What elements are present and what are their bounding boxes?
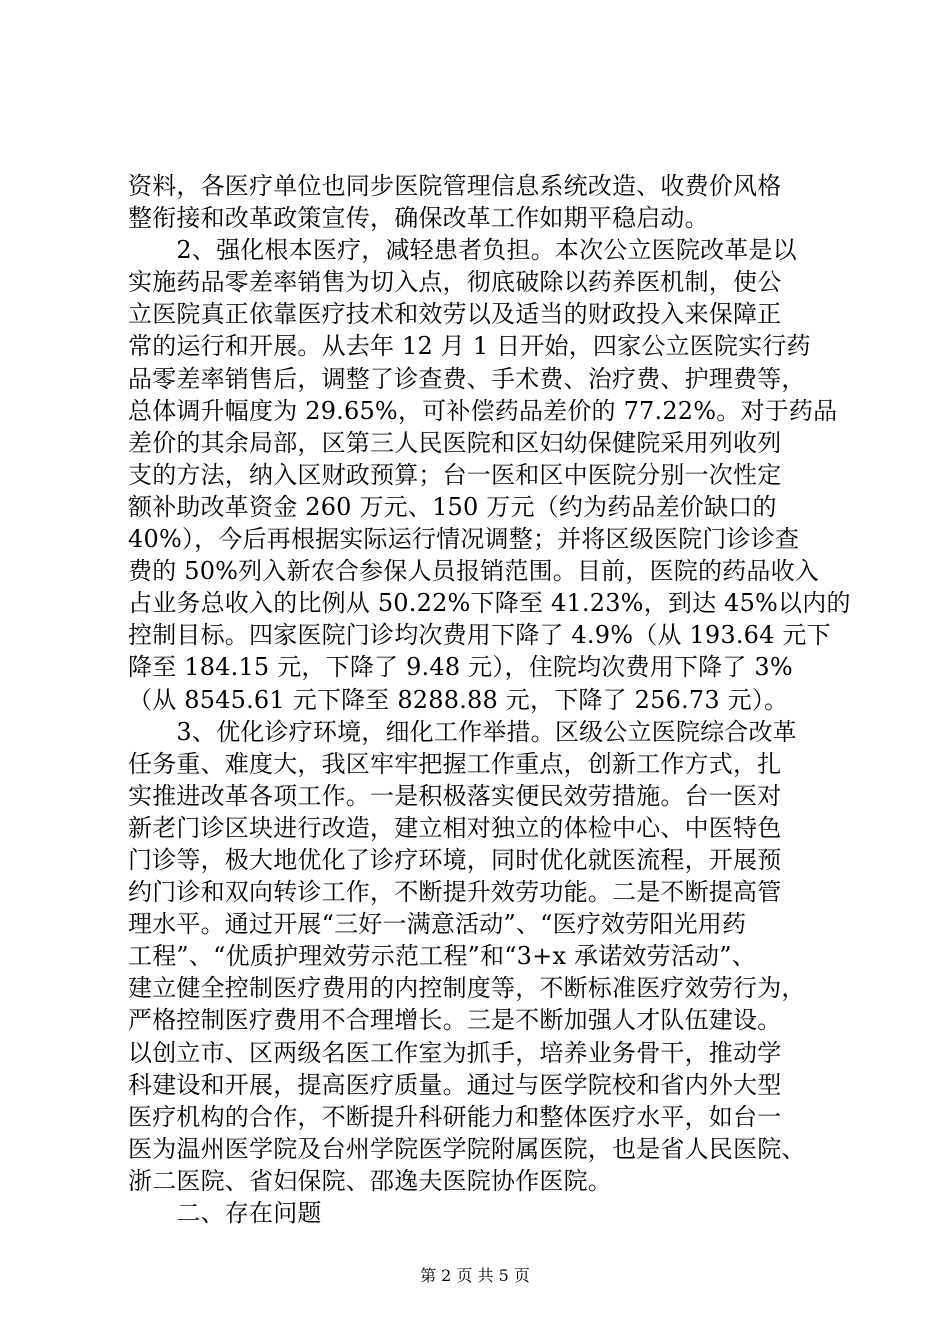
text-line: 实施药品零差率销售为切入点，彻底破除以药养医机制，使公 xyxy=(128,268,782,297)
text-line: 控制目标。四家医院门诊均次费用下降了 4.9%（从 193.64 元下 xyxy=(128,621,831,650)
text-line: 占业务总收入的比例从 50.22%下降至 41.23%，到达 45%以内的 xyxy=(128,589,851,618)
text-line: 2、强化根本医疗，减轻患者负担。本次公立医院改革是以 xyxy=(128,236,797,265)
text-line: （从 8545.61 元下降至 8288.88 元，下降了 256.73 元）。 xyxy=(128,685,789,714)
text-line: 额补助改革资金 260 万元、150 万元（约为药品差价缺口的 xyxy=(128,492,777,521)
text-line: 严格控制医疗费用不合理增长。三是不断加强人才队伍建设。 xyxy=(128,1006,782,1035)
text-line: 实推进改革各项工作。一是积极落实便民效劳措施。台一医对 xyxy=(128,781,782,810)
text-line: 品零差率销售后，调整了诊查费、手术费、治疗费、护理费等， xyxy=(128,364,806,393)
text-line: 立医院真正依靠医疗技术和效劳以及适当的财政投入来保障正 xyxy=(128,300,782,329)
page-number-footer: 第 2 页 共 5 页 xyxy=(420,1266,530,1285)
text-line: 医为温州医学院及台州学院医学院附属医院，也是省人民医院、 xyxy=(128,1134,806,1163)
text-line: 门诊等，极大地优化了诊疗环境，同时优化就医流程，开展预 xyxy=(128,845,782,874)
text-line: 新老门诊区块进行改造，建立相对独立的体检中心、中医特色 xyxy=(128,813,782,842)
text-line: 工程”、“优质护理效劳示范工程”和“3+x 承诺效劳活动”、 xyxy=(128,942,756,971)
text-line: 支的方法，纳入区财政预算；台一医和区中医院分别一次性定 xyxy=(128,460,782,489)
text-line: 科建设和开展，提高医疗质量。通过与医学院校和省内外大型 xyxy=(128,1070,782,1099)
text-line: 费的 50%列入新农合参保人员报销范围。目前，医院的药品收入 xyxy=(128,557,819,586)
text-line: 医疗机构的合作，不断提升科研能力和整体医疗水平，如台一 xyxy=(128,1102,782,1131)
text-line: 资料，各医疗单位也同步医院管理信息系统改造、收费价风格 xyxy=(128,172,782,200)
text-line: 总体调升幅度为 29.65%，可补偿药品差价的 77.22%。对于药品 xyxy=(128,396,838,425)
text-line: 差价的其余局部，区第三人民医院和区妇幼保健院采用列收列 xyxy=(128,428,782,457)
text-line: 3、优化诊疗环境，细化工作举措。区级公立医院综合改革 xyxy=(128,717,797,746)
text-line: 建立健全控制医疗费用的内控制度等，不断标准医疗效劳行为， xyxy=(128,974,806,1003)
section-heading: 二、存在问题 xyxy=(128,1199,322,1227)
text-line: 40%），今后再根据实际运行情况调整；并将区级医院门诊诊查 xyxy=(128,525,800,554)
text-line: 任务重、难度大，我区牢牢把握工作重点，创新工作方式，扎 xyxy=(128,749,782,778)
text-line: 理水平。通过开展“三好一满意活动”、“医疗效劳阳光用药 xyxy=(128,910,747,939)
text-line: 约门诊和双向转诊工作，不断提升效劳功能。二是不断提高管 xyxy=(128,878,782,907)
text-line: 降至 184.15 元，下降了 9.48 元），住院均次费用下降了 3% xyxy=(128,653,793,682)
text-line: 整衔接和改革政策宣传，确保改革工作如期平稳启动。 xyxy=(128,204,709,233)
text-line: 以创立市、区两级名医工作室为抓手，培养业务骨干，推动学 xyxy=(128,1038,782,1067)
text-line: 常的运行和开展。从去年 12 月 1 日开始，四家公立医院实行药 xyxy=(128,332,811,361)
text-line: 浙二医院、省妇保院、邵逸夫医院协作医院。 xyxy=(128,1166,612,1195)
document-body xyxy=(128,170,851,1229)
